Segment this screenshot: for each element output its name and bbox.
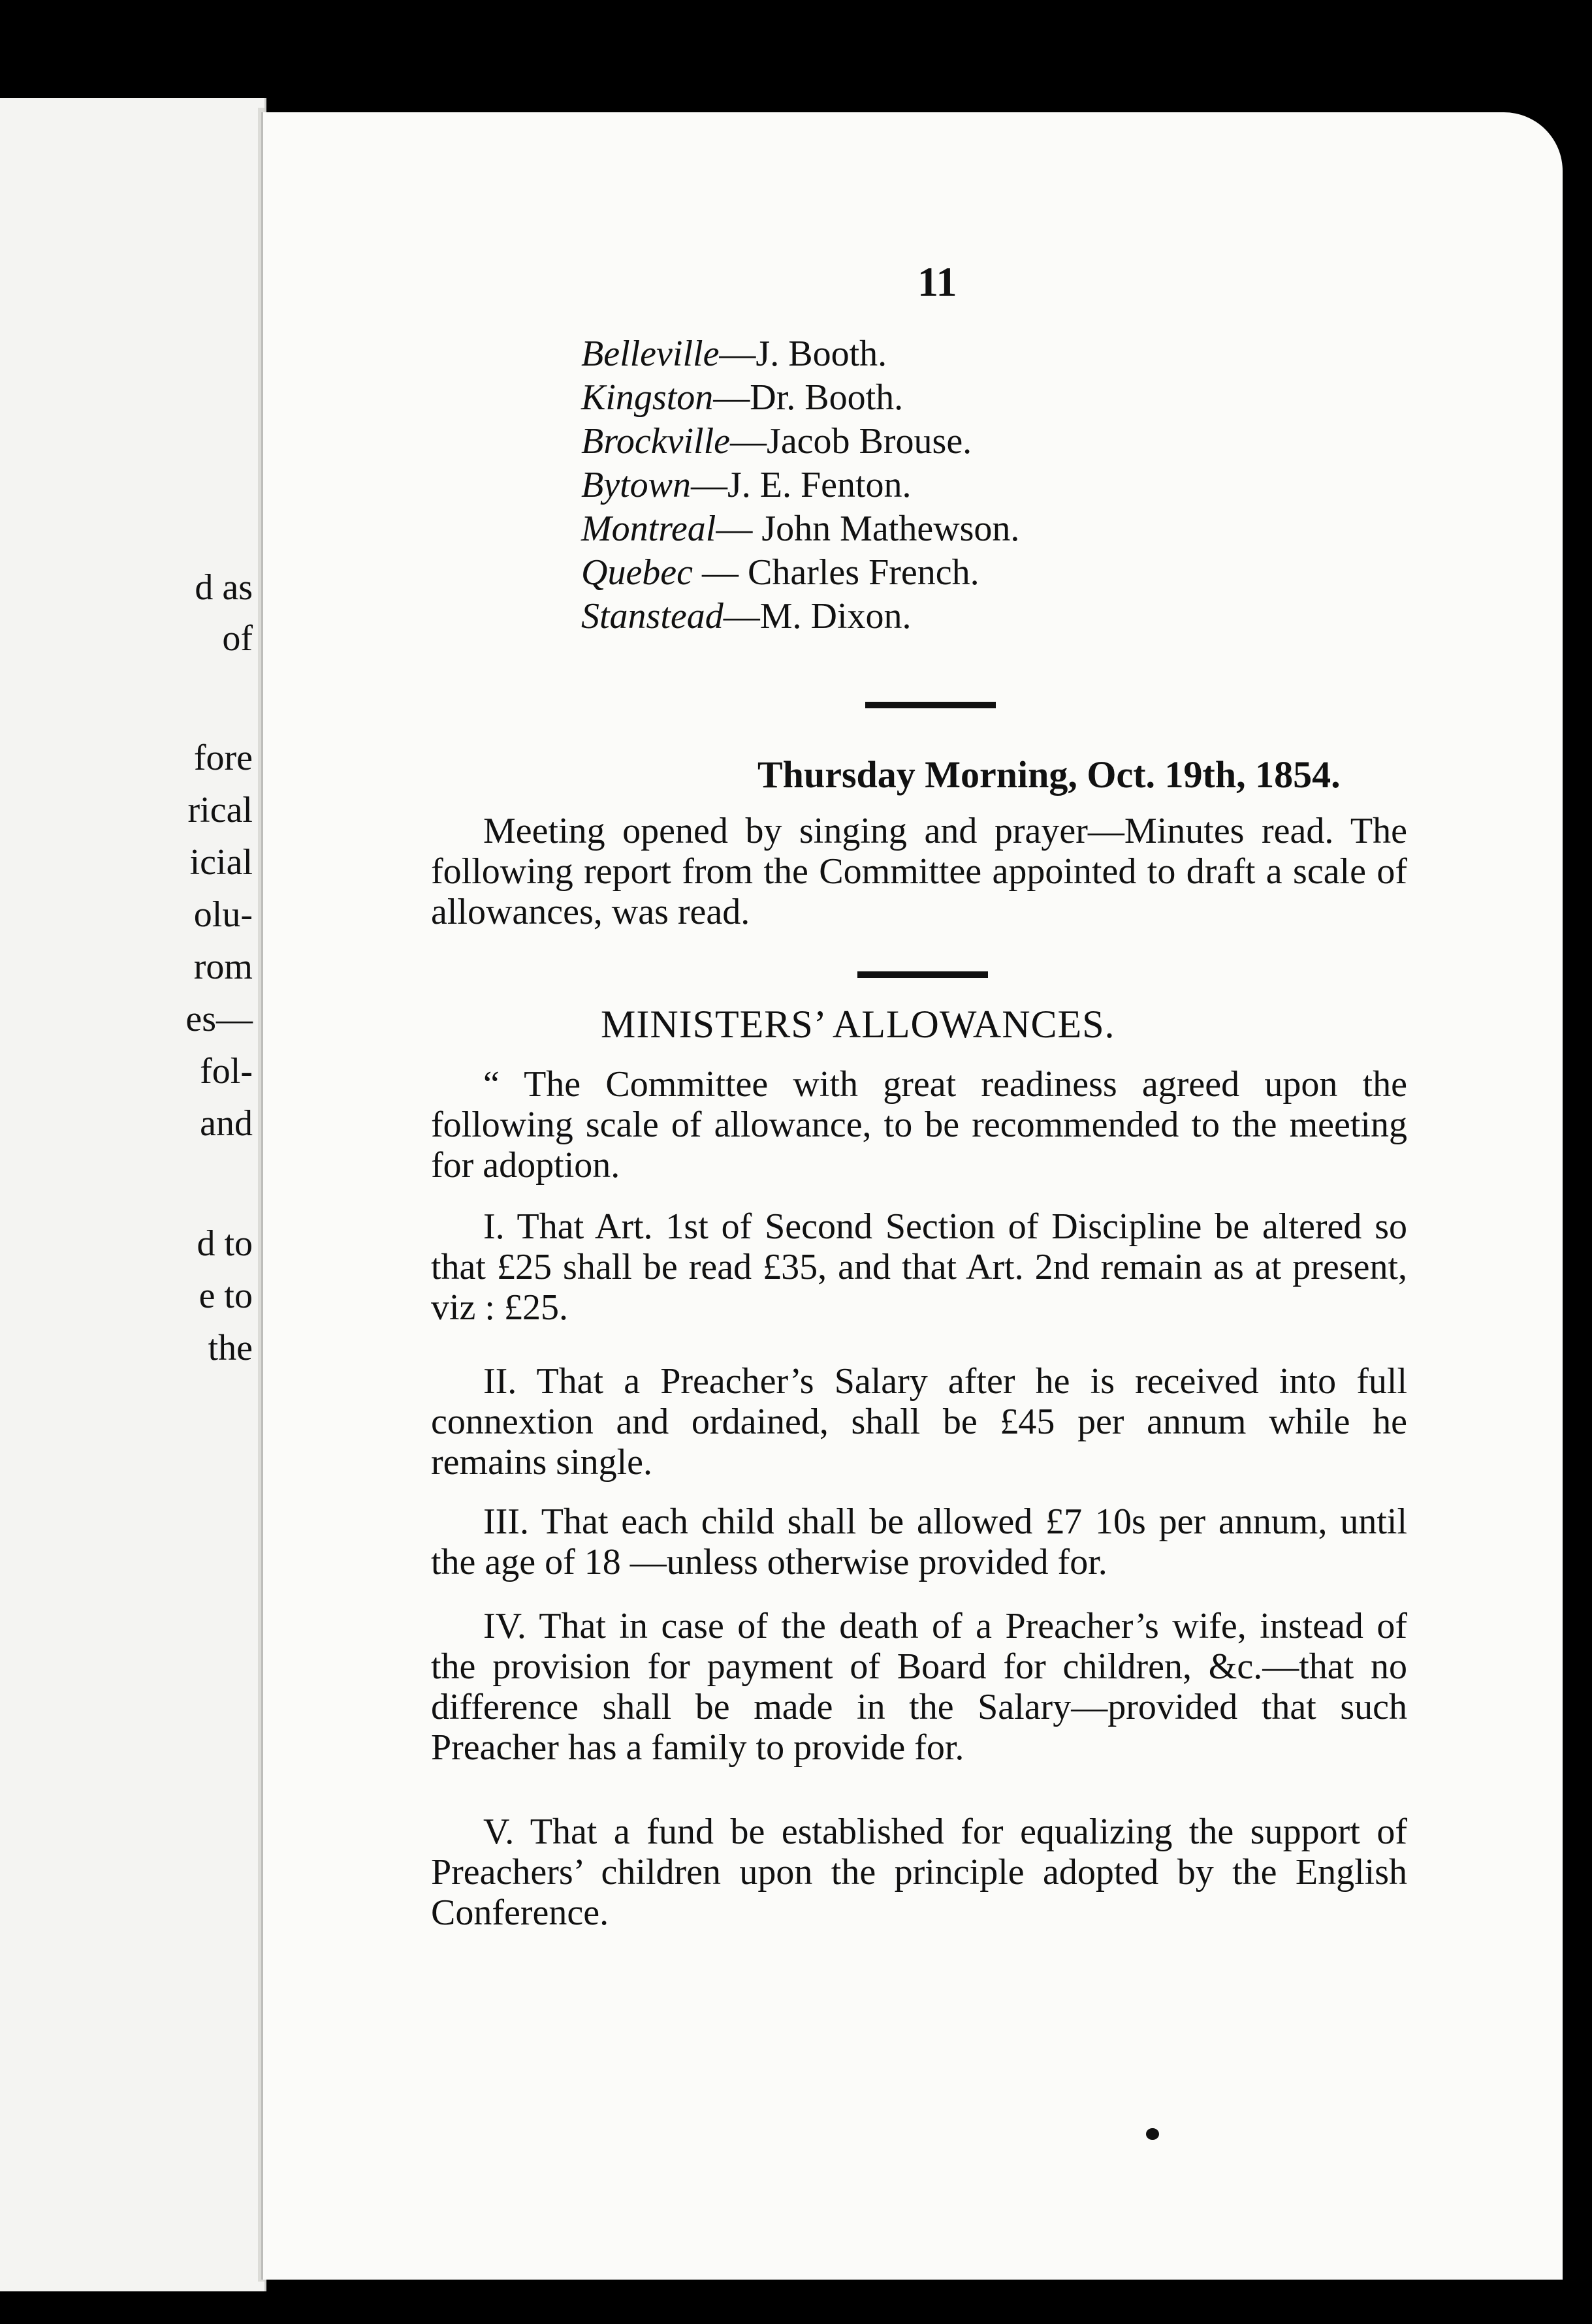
left-page-text-fragment: of bbox=[222, 618, 253, 659]
report-intro: “ The Committee with great readiness agreed upon the following scale of allowance, to be recommended to the meeting for adoption. bbox=[431, 1064, 1407, 1186]
station-line bbox=[581, 508, 1019, 550]
report-item: V. That a fund be established for equalizing the support of Preachers’ children upon the principle adopted by the English Conference. bbox=[431, 1812, 1407, 1933]
station-line bbox=[581, 595, 912, 637]
station-place: Belleville bbox=[581, 334, 720, 374]
station-line bbox=[581, 420, 972, 462]
section-rule bbox=[857, 971, 988, 978]
left-page-text-fragment: and bbox=[200, 1103, 253, 1144]
left-page-text-fragment: rical bbox=[187, 790, 253, 830]
station-preacher: —Jacob Brouse. bbox=[730, 421, 972, 462]
left-page-text-fragment: olu- bbox=[193, 894, 253, 935]
left-page-text-fragment: fol- bbox=[200, 1051, 253, 1091]
station-place: Bytown bbox=[581, 465, 691, 505]
report-item: IV. That in case of the death of a Preacher’s wife, instead of the provision for payment of Board for children, &c.—that no difference shall be made in the Salary—provided that such Preacher has a family to provide for. bbox=[431, 1606, 1407, 1768]
left-page-text-fragment: rom bbox=[193, 947, 253, 987]
left-page-text-fragment: e to bbox=[199, 1276, 253, 1316]
station-line bbox=[581, 552, 979, 593]
left-page-text-fragment: es— bbox=[185, 999, 253, 1039]
station-place: Brockville bbox=[581, 421, 731, 462]
left-page-text-fragment: d as bbox=[195, 567, 253, 608]
station-place: Stanstead bbox=[581, 596, 724, 636]
station-preacher: —J. E. Fenton. bbox=[690, 465, 912, 505]
section-rule bbox=[865, 702, 996, 708]
station-place: Kingston bbox=[581, 377, 714, 418]
station-place: Montreal bbox=[581, 509, 716, 549]
report-item: I. That Art. 1st of Second Section of Discipline be altered so that £25 shall be read £35, and that Art. 2nd remain as at present, viz : £25. bbox=[431, 1206, 1407, 1328]
station-line bbox=[581, 464, 912, 506]
left-page-text-fragment: fore bbox=[193, 738, 253, 778]
left-page-edge bbox=[0, 98, 266, 2291]
report-item: III. That each child shall be allowed £7 10s per annum, until the age of 18 —unless otherwise provided for. bbox=[431, 1501, 1407, 1582]
station-preacher: — John Mathewson. bbox=[716, 509, 1020, 549]
station-preacher: —Dr. Booth. bbox=[713, 377, 904, 418]
station-preacher: —J. Booth. bbox=[719, 334, 887, 374]
session-date: Thursday Morning, Oct. 19th, 1854. bbox=[757, 753, 1341, 796]
page-number: 11 bbox=[917, 259, 957, 305]
station-preacher: — Charles French. bbox=[693, 552, 979, 593]
station-line bbox=[581, 377, 903, 418]
station-preacher: —M. Dixon. bbox=[723, 596, 912, 636]
session-opening: Meeting opened by singing and prayer—Minutes read. The following report from the Committee appointed to draft a scale of allowances, was read. bbox=[431, 811, 1407, 932]
ink-blot bbox=[1146, 2128, 1159, 2140]
report-item: II. That a Preacher’s Salary after he is received into full connextion and ordained, shall be £45 per annum while he remains single. bbox=[431, 1361, 1407, 1483]
left-page-text-fragment: icial bbox=[189, 842, 253, 883]
left-page-text-fragment: the bbox=[208, 1328, 253, 1368]
station-line bbox=[581, 333, 887, 375]
left-page-text-fragment: d to bbox=[197, 1223, 253, 1264]
report-heading: MINISTERS’ ALLOWANCES. bbox=[601, 1003, 1115, 1046]
station-place: Quebec bbox=[581, 552, 693, 593]
